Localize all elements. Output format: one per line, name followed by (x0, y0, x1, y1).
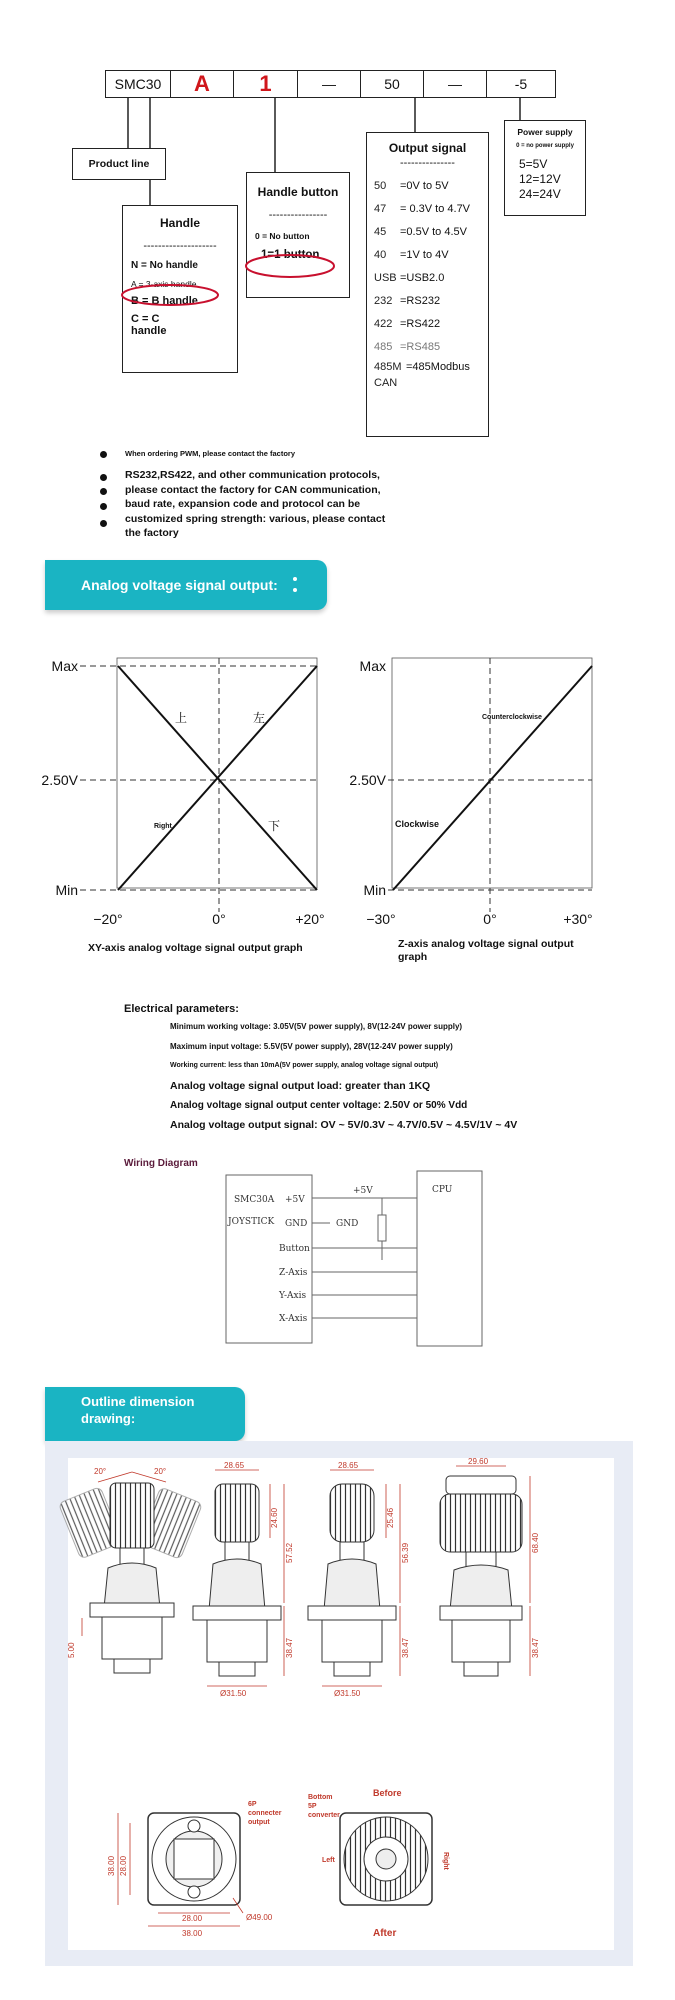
z-x-right: +30° (563, 911, 593, 927)
dim-v4-upper: 68.40 (531, 1532, 540, 1553)
handle-a-highlight (118, 280, 223, 310)
note-line-4: baud rate, expansion code and protocol can be (125, 498, 361, 510)
wiring-pin-z: Z-Axis (279, 1268, 308, 1278)
b1-label-connecter: connecter (248, 1810, 282, 1817)
dim-v1-height: 5.00 (67, 1642, 76, 1658)
xy-y-min: Min (55, 882, 78, 898)
output-signal-code: 50 (374, 180, 387, 192)
code-cell-power: -5 (486, 70, 556, 98)
b1-dim-outer: 38.00 (182, 1929, 203, 1938)
power-supply-sub: 0 = no power supply (516, 143, 574, 149)
dim-v3-top: 28.65 (338, 1461, 359, 1470)
wiring-model: SMC30A (234, 1195, 275, 1205)
z-y-mid: 2.50V (349, 772, 386, 788)
output-signal-row (374, 313, 488, 336)
side-view (440, 1457, 540, 1676)
xy-y-mid: 2.50V (41, 772, 78, 788)
tilt-view (58, 1467, 202, 1673)
handle-option-a: A = 3-axis handle (131, 279, 197, 289)
handle-button-dashes: ---------------- (268, 209, 328, 221)
z-caption-line2: graph (398, 951, 428, 963)
output-signal-code: 40 (374, 249, 387, 261)
bottom-view-6p (107, 1801, 282, 1938)
banner-dot-2 (293, 588, 297, 592)
output-signal-code: USB (374, 272, 397, 284)
power-supply-opt-5: 5=5V (519, 157, 548, 171)
product-line-box (72, 148, 166, 180)
dim-v4-top: 29.60 (468, 1457, 489, 1466)
dim-v3-lower: 38.47 (401, 1637, 410, 1658)
b2-label-bottom: Bottom (308, 1794, 333, 1801)
front-view-b (308, 1461, 410, 1698)
handle-title: Handle (159, 216, 200, 230)
dim-v2-upper: 57.52 (285, 1542, 294, 1563)
note-line-3: please contact the factory for CAN communication, (125, 483, 381, 496)
code-cell-output: 50 (360, 70, 424, 98)
xy-label-down: 下 (268, 819, 281, 833)
b1-dim-inner: 28.00 (182, 1914, 203, 1923)
bottom-view-5p (308, 1788, 449, 1939)
output-signal-row (374, 336, 488, 359)
note-paragraph (125, 468, 385, 541)
output-signal-code: CAN (374, 377, 398, 389)
handle-button-option-1: 1=1 button (261, 249, 320, 261)
z-caption-line1: Z-axis analog voltage signal output (398, 938, 574, 950)
xy-x-right: +20° (295, 911, 325, 927)
handle-option-c-line2: handle (131, 325, 167, 337)
code-cell-handle: A (170, 70, 234, 98)
power-supply-opt-12: 12=12V (519, 172, 561, 186)
wiring-pin-button: Button (279, 1244, 310, 1254)
wiring-pin-y: Y-Axis (279, 1291, 307, 1301)
output-signal-code: 45 (374, 226, 387, 238)
z-y-min: Min (363, 882, 386, 898)
note-line-2: RS232,RS422, and other communication protocols, (125, 469, 380, 481)
note-line-5: customized spring strength: various, please contact (125, 512, 386, 525)
xy-label-up: 上 (175, 711, 188, 725)
analog-banner (45, 560, 327, 610)
note-bullet-2 (100, 474, 107, 481)
output-signal-code: 485 (374, 341, 393, 353)
output-signal-row (374, 244, 488, 267)
dim-angle-right: 20° (154, 1467, 167, 1476)
z-x-mid: 0° (483, 911, 497, 927)
output-signal-code: 47 (374, 203, 387, 215)
dim-v2-top: 28.65 (224, 1461, 245, 1470)
dim-v3-handle: 25.46 (386, 1507, 395, 1528)
handle-option-c (131, 313, 237, 337)
b2-after: After (373, 1928, 397, 1939)
output-signal-row (374, 375, 488, 391)
handle-button-title: Handle button (257, 185, 339, 199)
electrical-line-4: Analog voltage signal output load: greater than 1KQ (170, 1080, 431, 1092)
output-signal-box (366, 132, 489, 437)
power-supply-title: Power supply (517, 127, 573, 137)
note-bullet-3 (100, 488, 107, 495)
power-supply-box (504, 120, 586, 216)
output-signal-value: =0V to 5V (400, 180, 449, 192)
wiring-joystick: JOYSTICK (228, 1217, 275, 1227)
output-signal-value: = 0.3V to 4.7V (400, 203, 471, 215)
b1-dim-vert-outer: 38.00 (107, 1855, 116, 1876)
wiring-pin-gnd: GND (285, 1219, 308, 1229)
note-1: When ordering PWM, please contact the factory (125, 449, 296, 458)
product-line-label: Product line (88, 158, 150, 170)
banner-dot-1 (293, 577, 297, 581)
xy-label-right: Right (154, 823, 172, 830)
wiring-title: Wiring Diagram (124, 1158, 198, 1169)
xy-graph (41, 658, 324, 927)
b2-left: Left (322, 1857, 335, 1864)
b1-dim-vert-inner: 28.00 (119, 1855, 128, 1876)
power-supply-opt-24: 24=24V (519, 187, 561, 201)
code-cell-series: SMC30 (105, 70, 171, 98)
dim-v2-base: Ø31.50 (220, 1689, 247, 1698)
handle-button-highlight (242, 250, 342, 282)
z-graph (349, 658, 592, 927)
handle-option-n: N = No handle (131, 260, 198, 271)
b2-before: Before (373, 1788, 402, 1798)
dim-angle-left: 20° (94, 1467, 107, 1476)
output-signal-row (374, 290, 488, 313)
dim-v3-upper: 56.39 (401, 1542, 410, 1563)
electrical-line-5: Analog voltage signal output center voltage: 2.50V or 50% Vdd (170, 1100, 468, 1111)
output-signal-row (374, 175, 488, 198)
wiring-gnd-2: GND (336, 1219, 359, 1229)
output-signal-value: =RS422 (400, 318, 441, 330)
analog-banner-text: Analog voltage signal output: (81, 577, 278, 593)
xy-caption: XY-axis analog voltage signal output graph (88, 942, 303, 954)
electrical-line-6: Analog voltage output signal: OV ~ 5V/0.3V ~ 4.7V/0.5V ~ 4.5V/1V ~ 4V (170, 1119, 518, 1131)
outline-banner (45, 1387, 245, 1441)
note-bullet-1 (100, 451, 107, 458)
b1-label-6p: 6P (248, 1801, 257, 1808)
handle-option-b: B = B handle (131, 295, 198, 307)
xy-label-left: 左 (253, 711, 266, 725)
front-view-a (193, 1461, 294, 1698)
electrical-line-2: Maximum input voltage: 5.5V(5V power supply), 28V(12-24V power supply) (170, 1042, 453, 1051)
wiring-pin-5v: +5V (285, 1195, 305, 1205)
dim-v3-base: Ø31.50 (334, 1689, 361, 1698)
wiring-cpu: CPU (432, 1185, 453, 1195)
wiring-pin-x: X-Axis (279, 1314, 308, 1324)
output-signal-title: Output signal (388, 141, 467, 155)
code-cell-dash2: — (423, 70, 487, 98)
dim-v2-lower: 38.47 (285, 1637, 294, 1658)
handle-button-option-0: 0 = No button (255, 231, 310, 241)
b2-label-5p: 5P (308, 1803, 317, 1810)
handle-dashes: -------------------- (143, 240, 217, 252)
output-signal-list (374, 175, 488, 391)
z-x-left: −30° (366, 911, 396, 927)
z-caption (398, 938, 574, 964)
output-signal-code: 485M (374, 361, 402, 373)
output-signal-value: =485Modbus (406, 361, 470, 373)
output-signal-code: 232 (374, 295, 393, 307)
code-cell-button: 1 (233, 70, 298, 98)
note-line-6: the factory (125, 527, 179, 539)
xy-y-max: Max (51, 658, 78, 674)
b2-right: Right (442, 1852, 449, 1870)
output-signal-code: 422 (374, 318, 393, 330)
z-label-ccw: Counterclockwise (482, 714, 542, 721)
electrical-line-1: Minimum working voltage: 3.05V(5V power supply), 8V(12-24V power supply) (170, 1022, 463, 1031)
output-signal-value: =USB2.0 (400, 272, 445, 284)
outline-banner-line2: drawing: (81, 1411, 136, 1426)
wiring-diagram (0, 1165, 675, 1355)
b1-dim-diameter: Ø49.00 (246, 1913, 273, 1922)
dim-v2-handle: 24.60 (270, 1507, 279, 1528)
xy-x-left: −20° (93, 911, 123, 927)
output-signal-dashes: --------------- (400, 157, 455, 169)
output-signal-value: =1V to 4V (400, 249, 449, 261)
handle-option-c-line1: C = C (131, 313, 160, 325)
code-cell-dash1: — (297, 70, 361, 98)
outline-banner-line1: Outline dimension (81, 1394, 195, 1409)
output-signal-row (374, 359, 488, 375)
b1-label-output: output (248, 1819, 270, 1826)
output-signal-value: =RS232 (400, 295, 441, 307)
electrical-title: Electrical parameters: (124, 1003, 239, 1015)
electrical-line-3: Working current: less than 10mA(5V power supply, analog voltage signal output) (170, 1062, 439, 1069)
dimension-drawing (68, 1458, 614, 1950)
output-signal-row (374, 221, 488, 244)
note-bullet-5 (100, 520, 107, 527)
dim-v4-lower: 38.47 (531, 1637, 540, 1658)
output-signal-value: =0.5V to 4.5V (400, 226, 467, 238)
note-bullet-4 (100, 503, 107, 510)
b2-label-converter: converter (308, 1812, 340, 1819)
analog-graphs (0, 650, 675, 970)
z-label-cw: Clockwise (395, 819, 440, 829)
z-y-max: Max (359, 658, 386, 674)
wiring-top-5v: +5V (353, 1186, 373, 1196)
output-signal-value: =RS485 (400, 341, 441, 353)
output-signal-row (374, 267, 488, 290)
xy-x-mid: 0° (212, 911, 226, 927)
output-signal-row (374, 198, 488, 221)
